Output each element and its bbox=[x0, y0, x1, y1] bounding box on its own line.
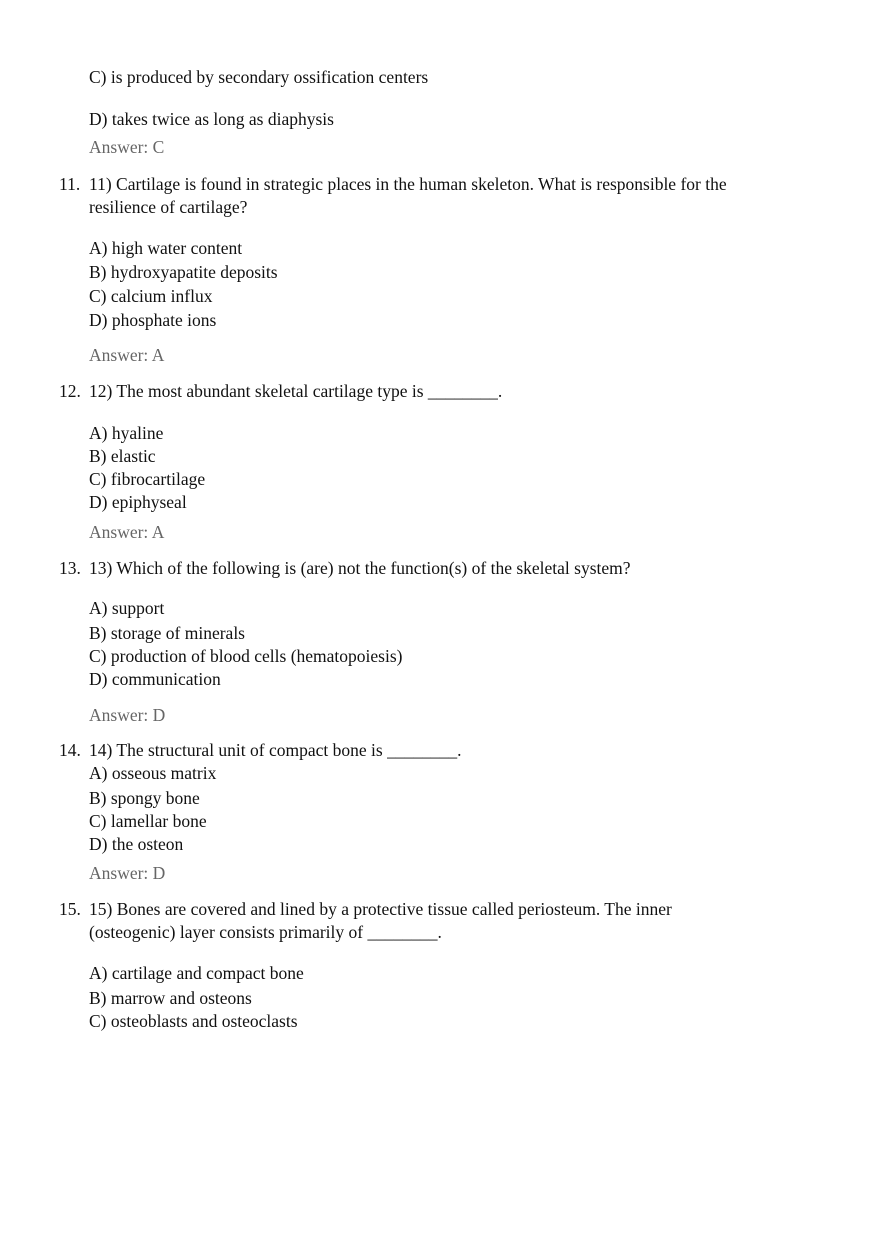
option-b: B) hydroxyapatite deposits bbox=[89, 262, 278, 282]
option-a: A) osseous matrix bbox=[89, 763, 217, 783]
option-d: D) communication bbox=[89, 669, 221, 689]
option-a: A) support bbox=[89, 598, 165, 618]
option-d: D) takes twice as long as diaphysis bbox=[89, 109, 334, 129]
question-number: 12. bbox=[59, 381, 81, 401]
question-stem: resilience of cartilage? bbox=[89, 197, 248, 217]
question-stem: 12) The most abundant skeletal cartilage type is ________. bbox=[89, 381, 503, 401]
question-number: 11. bbox=[59, 174, 81, 194]
answer-line: Answer: D bbox=[89, 863, 166, 883]
option-b: B) marrow and osteons bbox=[89, 988, 252, 1008]
option-a: A) cartilage and compact bone bbox=[89, 963, 304, 983]
option-c: C) is produced by secondary ossification centers bbox=[89, 67, 429, 87]
option-c: C) osteoblasts and osteoclasts bbox=[89, 1011, 298, 1031]
answer-line: Answer: C bbox=[89, 137, 165, 157]
answer-line: Answer: D bbox=[89, 705, 166, 725]
option-b: B) elastic bbox=[89, 446, 156, 466]
question-number: 15. bbox=[59, 899, 81, 919]
answer-line: Answer: A bbox=[89, 345, 165, 365]
question-number: 14. bbox=[59, 740, 81, 760]
option-c: C) production of blood cells (hematopoiesis) bbox=[89, 646, 403, 666]
question-stem: 11) Cartilage is found in strategic places in the human skeleton. What is responsible for the bbox=[89, 174, 727, 194]
option-c: C) lamellar bone bbox=[89, 811, 207, 831]
option-a: A) high water content bbox=[89, 238, 243, 258]
question-stem: 14) The structural unit of compact bone is ________. bbox=[89, 740, 462, 760]
option-b: B) storage of minerals bbox=[89, 623, 245, 643]
question-stem: (osteogenic) layer consists primarily of ________. bbox=[89, 922, 442, 942]
option-d: D) phosphate ions bbox=[89, 310, 217, 330]
option-d: D) the osteon bbox=[89, 834, 184, 854]
question-stem: 13) Which of the following is (are) not the function(s) of the skeletal system? bbox=[89, 558, 631, 578]
option-d: D) epiphyseal bbox=[89, 492, 187, 512]
answer-line: Answer: A bbox=[89, 522, 165, 542]
question-number: 13. bbox=[59, 558, 81, 578]
option-c: C) fibrocartilage bbox=[89, 469, 206, 489]
option-c: C) calcium influx bbox=[89, 286, 213, 306]
option-a: A) hyaline bbox=[89, 423, 164, 443]
question-stem: 15) Bones are covered and lined by a protective tissue called periosteum. The inner bbox=[89, 899, 672, 919]
option-b: B) spongy bone bbox=[89, 788, 200, 808]
